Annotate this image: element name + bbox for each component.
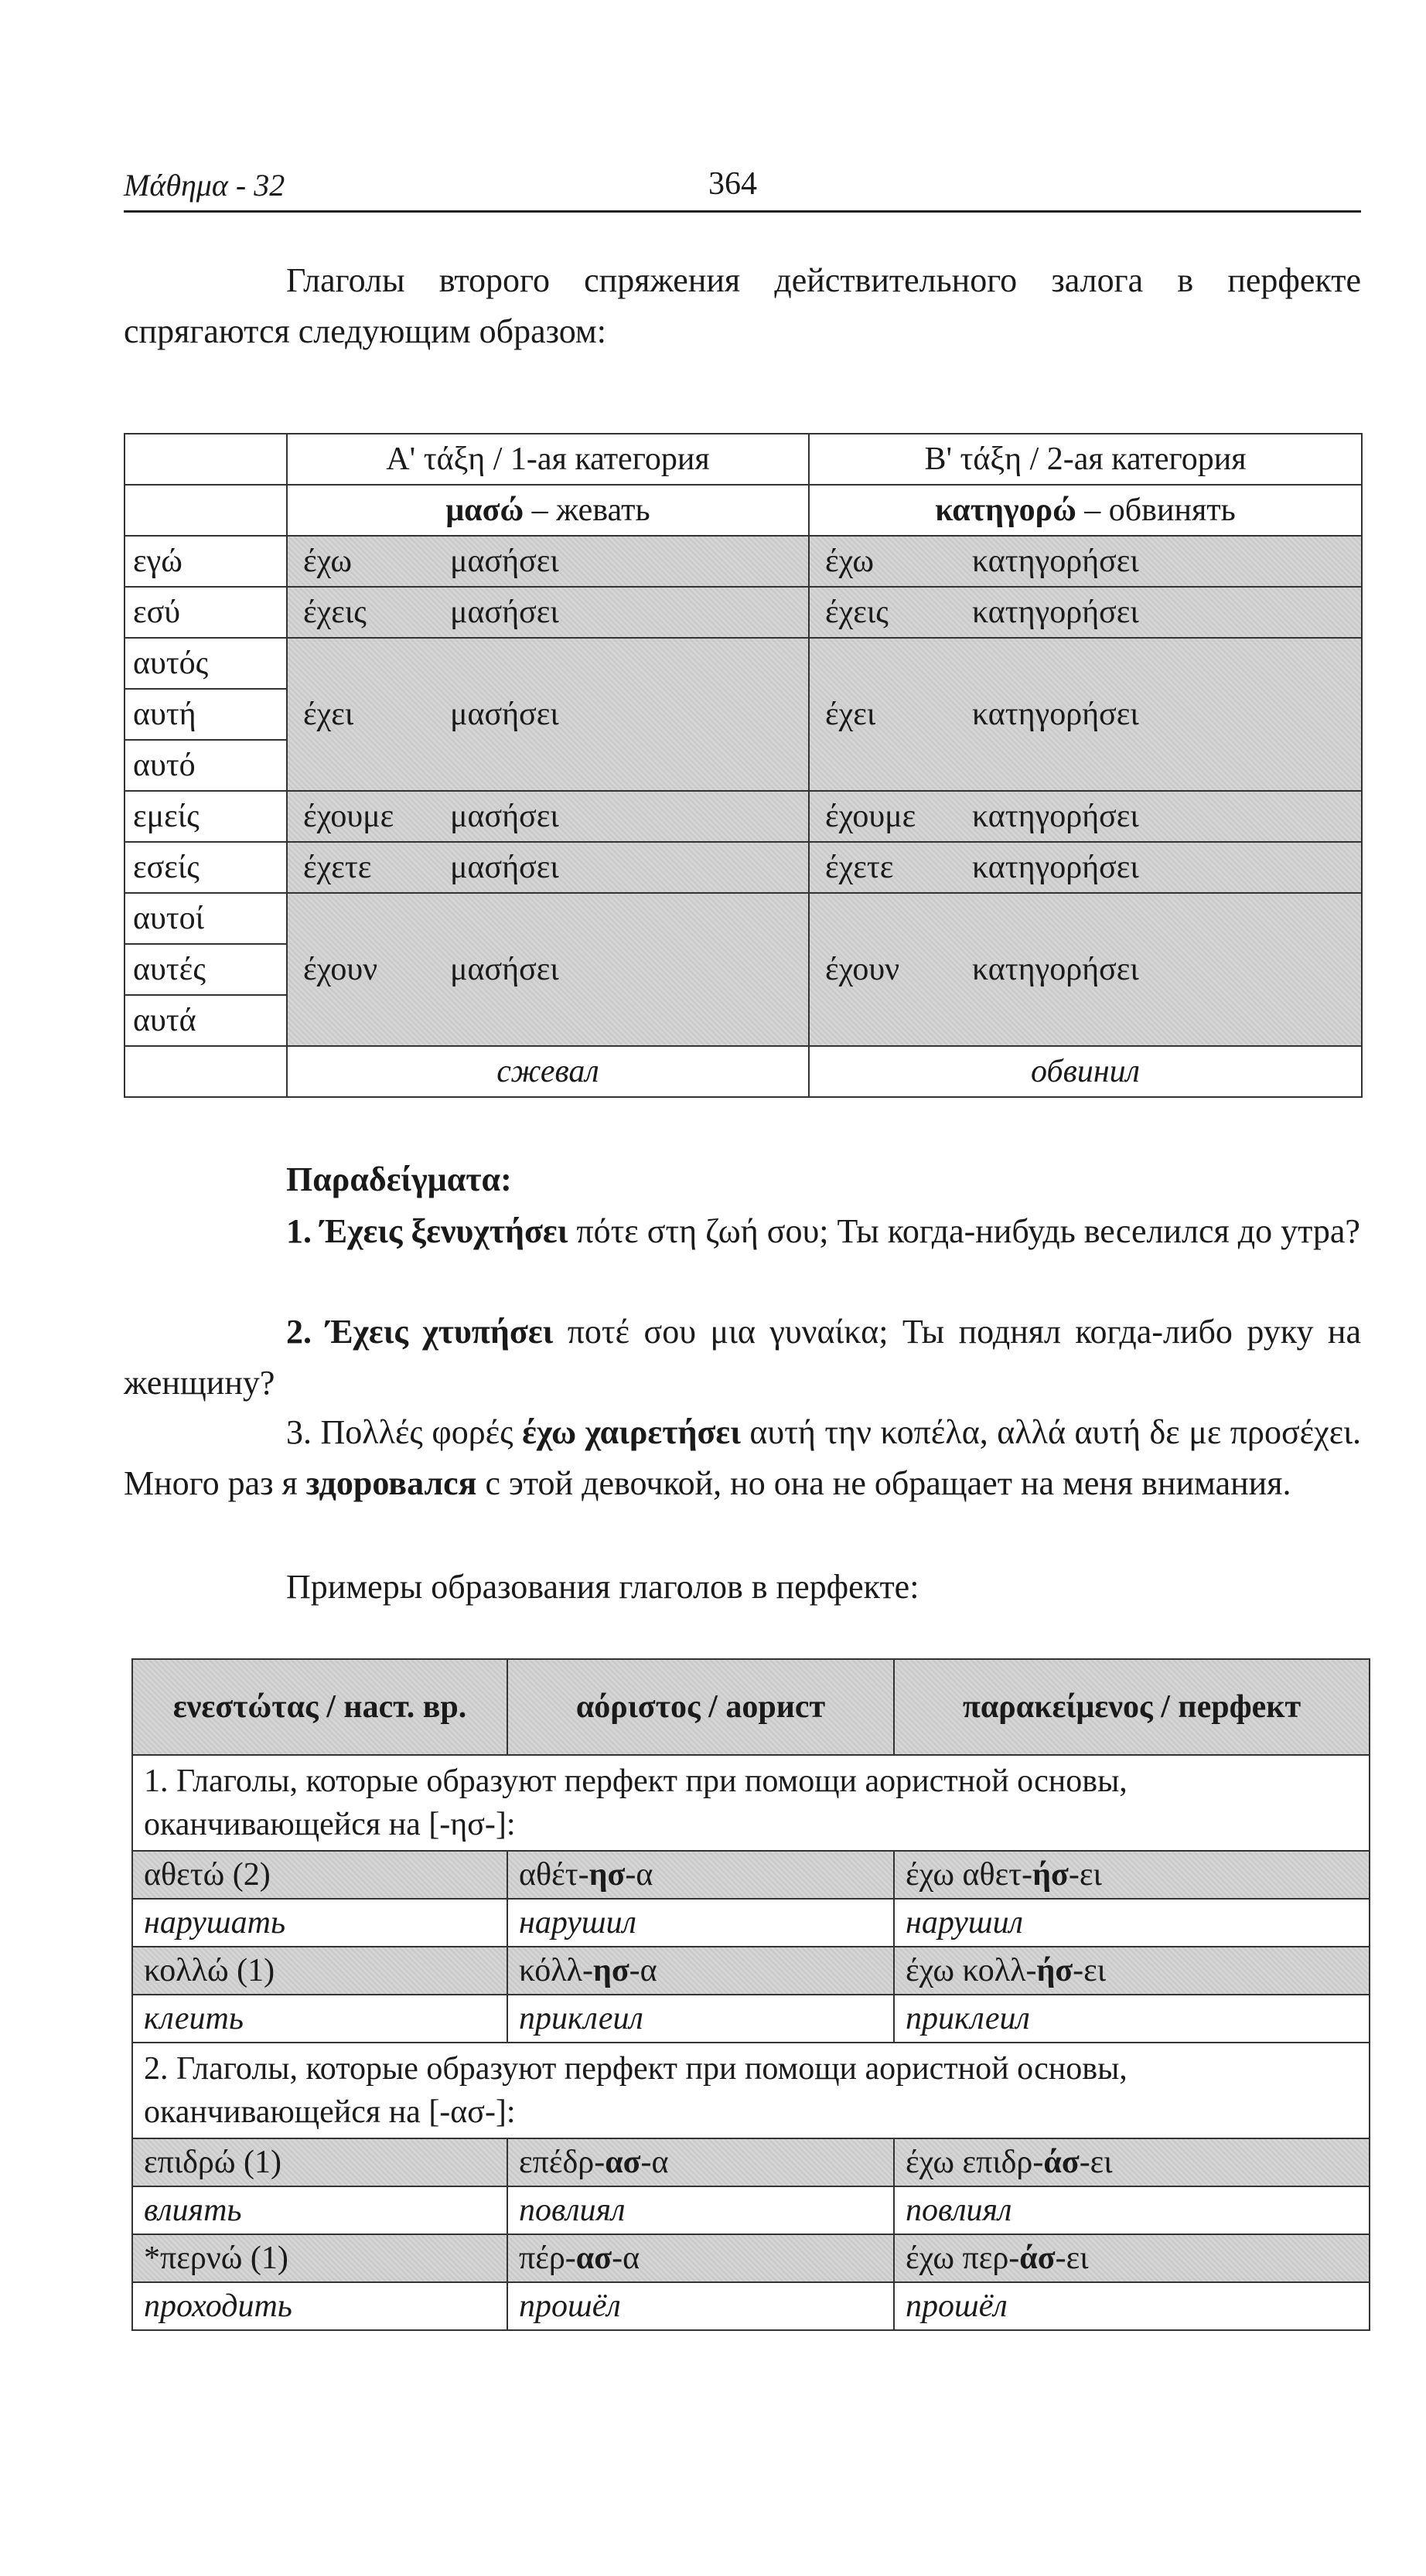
translation-cell: повлиял bbox=[507, 2186, 894, 2234]
example-item bbox=[124, 1407, 1361, 1509]
verb2-sep: – bbox=[1076, 492, 1109, 528]
table-header-row bbox=[132, 1659, 1370, 1755]
col1-header: Α' τάξη / 1-ая категория bbox=[287, 434, 809, 485]
translation-cell: приклеил bbox=[507, 1995, 894, 2043]
table-row bbox=[125, 638, 1362, 689]
perfect-cell: έχω κολλ-ήσ-ει bbox=[894, 1947, 1370, 1995]
verb1-greek: μασώ bbox=[445, 492, 524, 528]
table-row bbox=[132, 2282, 1370, 2330]
participle: κατηγορήσει bbox=[972, 595, 1139, 630]
example-text: с этой девочкой, но она не обращает на меня внимания. bbox=[476, 1464, 1291, 1502]
section-row bbox=[132, 2043, 1370, 2138]
pronoun-cell: αυτά bbox=[125, 995, 287, 1046]
participle: μασήσει bbox=[450, 850, 559, 885]
example-text: πότε στη ζωή σου; Ты когда-нибудь веселился до утра? bbox=[568, 1212, 1360, 1250]
present-cell: αθετώ (2) bbox=[132, 1851, 507, 1899]
participle: μασήσει bbox=[450, 697, 559, 732]
page-header bbox=[124, 162, 1361, 213]
intro-paragraph: Глаголы второго спряжения действительного залога в перфекте спрягаются следующим образом: bbox=[124, 261, 1361, 350]
table-row bbox=[132, 2186, 1370, 2234]
form-cell bbox=[287, 587, 809, 638]
example-text: ποτέ σου μια γυναίκα; Ты поднял когда-либо руку на женщину? bbox=[124, 1313, 1361, 1402]
form-cell bbox=[809, 638, 1362, 791]
translation-cell: нарушать bbox=[132, 1899, 507, 1947]
translation-cell: клеить bbox=[132, 1995, 507, 2043]
pronoun-cell: αυτές bbox=[125, 944, 287, 995]
participle: κατηγορήσει bbox=[972, 799, 1139, 834]
form-cell bbox=[809, 587, 1362, 638]
section-title: 2. Глаголы, которые образуют перфект при помощи аористной основы, оканчивающейся на [-ασ-]: bbox=[132, 2043, 1370, 2138]
examples-title: Παραδείγματα: bbox=[286, 1160, 512, 1198]
form-cell bbox=[287, 893, 809, 1046]
lesson-label: Μάθημα - 32 bbox=[124, 168, 285, 203]
table-row bbox=[125, 1046, 1362, 1097]
aorist-cell: αθέτ-ησ-α bbox=[507, 1851, 894, 1899]
header-present: ενεστώτας / наст. вр. bbox=[132, 1659, 507, 1755]
example-number: 1. bbox=[286, 1212, 312, 1250]
example-verb: έχω χαιρετήσει bbox=[522, 1413, 741, 1451]
table-row bbox=[125, 791, 1362, 842]
aux-verb: έχει bbox=[303, 697, 354, 732]
perfect-cell: έχω περ-άσ-ει bbox=[894, 2234, 1370, 2282]
participle: μασήσει bbox=[450, 799, 559, 834]
aux-verb: έχουμε bbox=[303, 799, 394, 834]
translation-cell: повлиял bbox=[894, 2186, 1370, 2234]
form-cell bbox=[287, 638, 809, 791]
table-row bbox=[132, 1899, 1370, 1947]
section-title: 1. Глаголы, которые образуют перфект при помощи аористной основы, оканчивающейся на [-ησ-]: bbox=[132, 1755, 1370, 1851]
participle: μασήσει bbox=[450, 595, 559, 630]
aux-verb: έχουν bbox=[303, 952, 378, 987]
participle: κατηγορήσει bbox=[972, 697, 1139, 732]
pronoun-cell: εσείς bbox=[125, 842, 287, 893]
form-cell bbox=[809, 536, 1362, 587]
form-cell bbox=[809, 842, 1362, 893]
example-verb: здоровался bbox=[305, 1464, 477, 1502]
verb1-cell bbox=[287, 485, 809, 536]
aorist-cell: επέδρ-ασ-α bbox=[507, 2138, 894, 2186]
perfect-cell: έχω αθετ-ήσ-ει bbox=[894, 1851, 1370, 1899]
verb1-sep: – bbox=[524, 492, 557, 528]
aux-verb: έχω bbox=[825, 543, 874, 579]
translation-cell: приклеил bbox=[894, 1995, 1370, 2043]
table-row bbox=[125, 587, 1362, 638]
table-row bbox=[125, 485, 1362, 536]
table-row bbox=[132, 2138, 1370, 2186]
example-item bbox=[124, 1206, 1361, 1257]
translation-cell: нарушил bbox=[894, 1899, 1370, 1947]
aux-verb: έχουν bbox=[825, 952, 900, 987]
perfect-formation-table bbox=[131, 1658, 1370, 2331]
table-row bbox=[132, 1995, 1370, 2043]
table-row bbox=[125, 893, 1362, 944]
example-text: Πολλές φορές bbox=[320, 1413, 523, 1451]
table-row bbox=[132, 2234, 1370, 2282]
aux-verb: έχετε bbox=[303, 850, 372, 885]
aux-verb: έχουμε bbox=[825, 799, 916, 834]
translation-cell: проходить bbox=[132, 2282, 507, 2330]
participle: κατηγορήσει bbox=[972, 543, 1139, 579]
aux-verb: έχεις bbox=[825, 595, 889, 630]
table-row bbox=[132, 1851, 1370, 1899]
table-row bbox=[125, 536, 1362, 587]
aux-verb: έχεις bbox=[303, 595, 367, 630]
verb1-ru: жевать bbox=[556, 492, 650, 528]
verb2-greek: κατηγορώ bbox=[935, 492, 1076, 528]
verb2-ru: обвинять bbox=[1108, 492, 1236, 528]
verb2-cell bbox=[809, 485, 1362, 536]
conjugation-table bbox=[124, 433, 1363, 1098]
pronoun-cell: αυτή bbox=[125, 689, 287, 740]
table-row bbox=[132, 1947, 1370, 1995]
participle: κατηγορήσει bbox=[972, 850, 1139, 885]
table-row bbox=[125, 434, 1362, 485]
col2-header: Β' τάξη / 2-ая категория bbox=[809, 434, 1362, 485]
participle: μασήσει bbox=[450, 543, 559, 579]
translation-cell: прошёл bbox=[894, 2282, 1370, 2330]
pronoun-cell: αυτοί bbox=[125, 893, 287, 944]
form-cell bbox=[809, 791, 1362, 842]
form-cell bbox=[287, 791, 809, 842]
example-text: αυτή την κοπέλα, αλλά αυτή δε με προσέχει. Много раз я bbox=[124, 1413, 1362, 1502]
present-cell: κολλώ (1) bbox=[132, 1947, 507, 1995]
participle: κατηγορήσει bbox=[972, 952, 1139, 987]
pronoun-cell: εσύ bbox=[125, 587, 287, 638]
pronoun-cell: εγώ bbox=[125, 536, 287, 587]
header-aorist: αόριστος / аорист bbox=[507, 1659, 894, 1755]
table-row bbox=[125, 842, 1362, 893]
example-number: 2. bbox=[286, 1313, 312, 1351]
example-item bbox=[124, 1307, 1361, 1409]
translation-cell: нарушил bbox=[507, 1899, 894, 1947]
examples-intro: Примеры образования глаголов в перфекте: bbox=[286, 1568, 919, 1606]
aorist-cell: κόλλ-ησ-α bbox=[507, 1947, 894, 1995]
translation-cell: прошёл bbox=[507, 2282, 894, 2330]
translation-cell: обвинил bbox=[809, 1046, 1362, 1097]
aux-verb: έχω bbox=[303, 543, 352, 579]
perfect-cell: έχω επιδρ-άσ-ει bbox=[894, 2138, 1370, 2186]
header-perfect: παρακείμενος / перфект bbox=[894, 1659, 1370, 1755]
participle: μασήσει bbox=[450, 952, 559, 987]
aux-verb: έχει bbox=[825, 697, 876, 732]
present-cell: *περνώ (1) bbox=[132, 2234, 507, 2282]
example-verb: Έχεις χτυπήσει bbox=[326, 1313, 554, 1351]
form-cell bbox=[809, 893, 1362, 1046]
translation-cell: сжевал bbox=[287, 1046, 809, 1097]
pronoun-cell: εμείς bbox=[125, 791, 287, 842]
form-cell bbox=[287, 536, 809, 587]
example-verb: Έχεις ξενυχτήσει bbox=[320, 1212, 568, 1250]
example-number: 3. bbox=[286, 1413, 312, 1451]
page-number: 364 bbox=[708, 166, 757, 202]
form-cell bbox=[287, 842, 809, 893]
aux-verb: έχετε bbox=[825, 850, 894, 885]
translation-cell: влиять bbox=[132, 2186, 507, 2234]
pronoun-cell: αυτός bbox=[125, 638, 287, 689]
aorist-cell: πέρ-ασ-α bbox=[507, 2234, 894, 2282]
section-row bbox=[132, 1755, 1370, 1851]
present-cell: επιδρώ (1) bbox=[132, 2138, 507, 2186]
pronoun-cell: αυτό bbox=[125, 740, 287, 791]
